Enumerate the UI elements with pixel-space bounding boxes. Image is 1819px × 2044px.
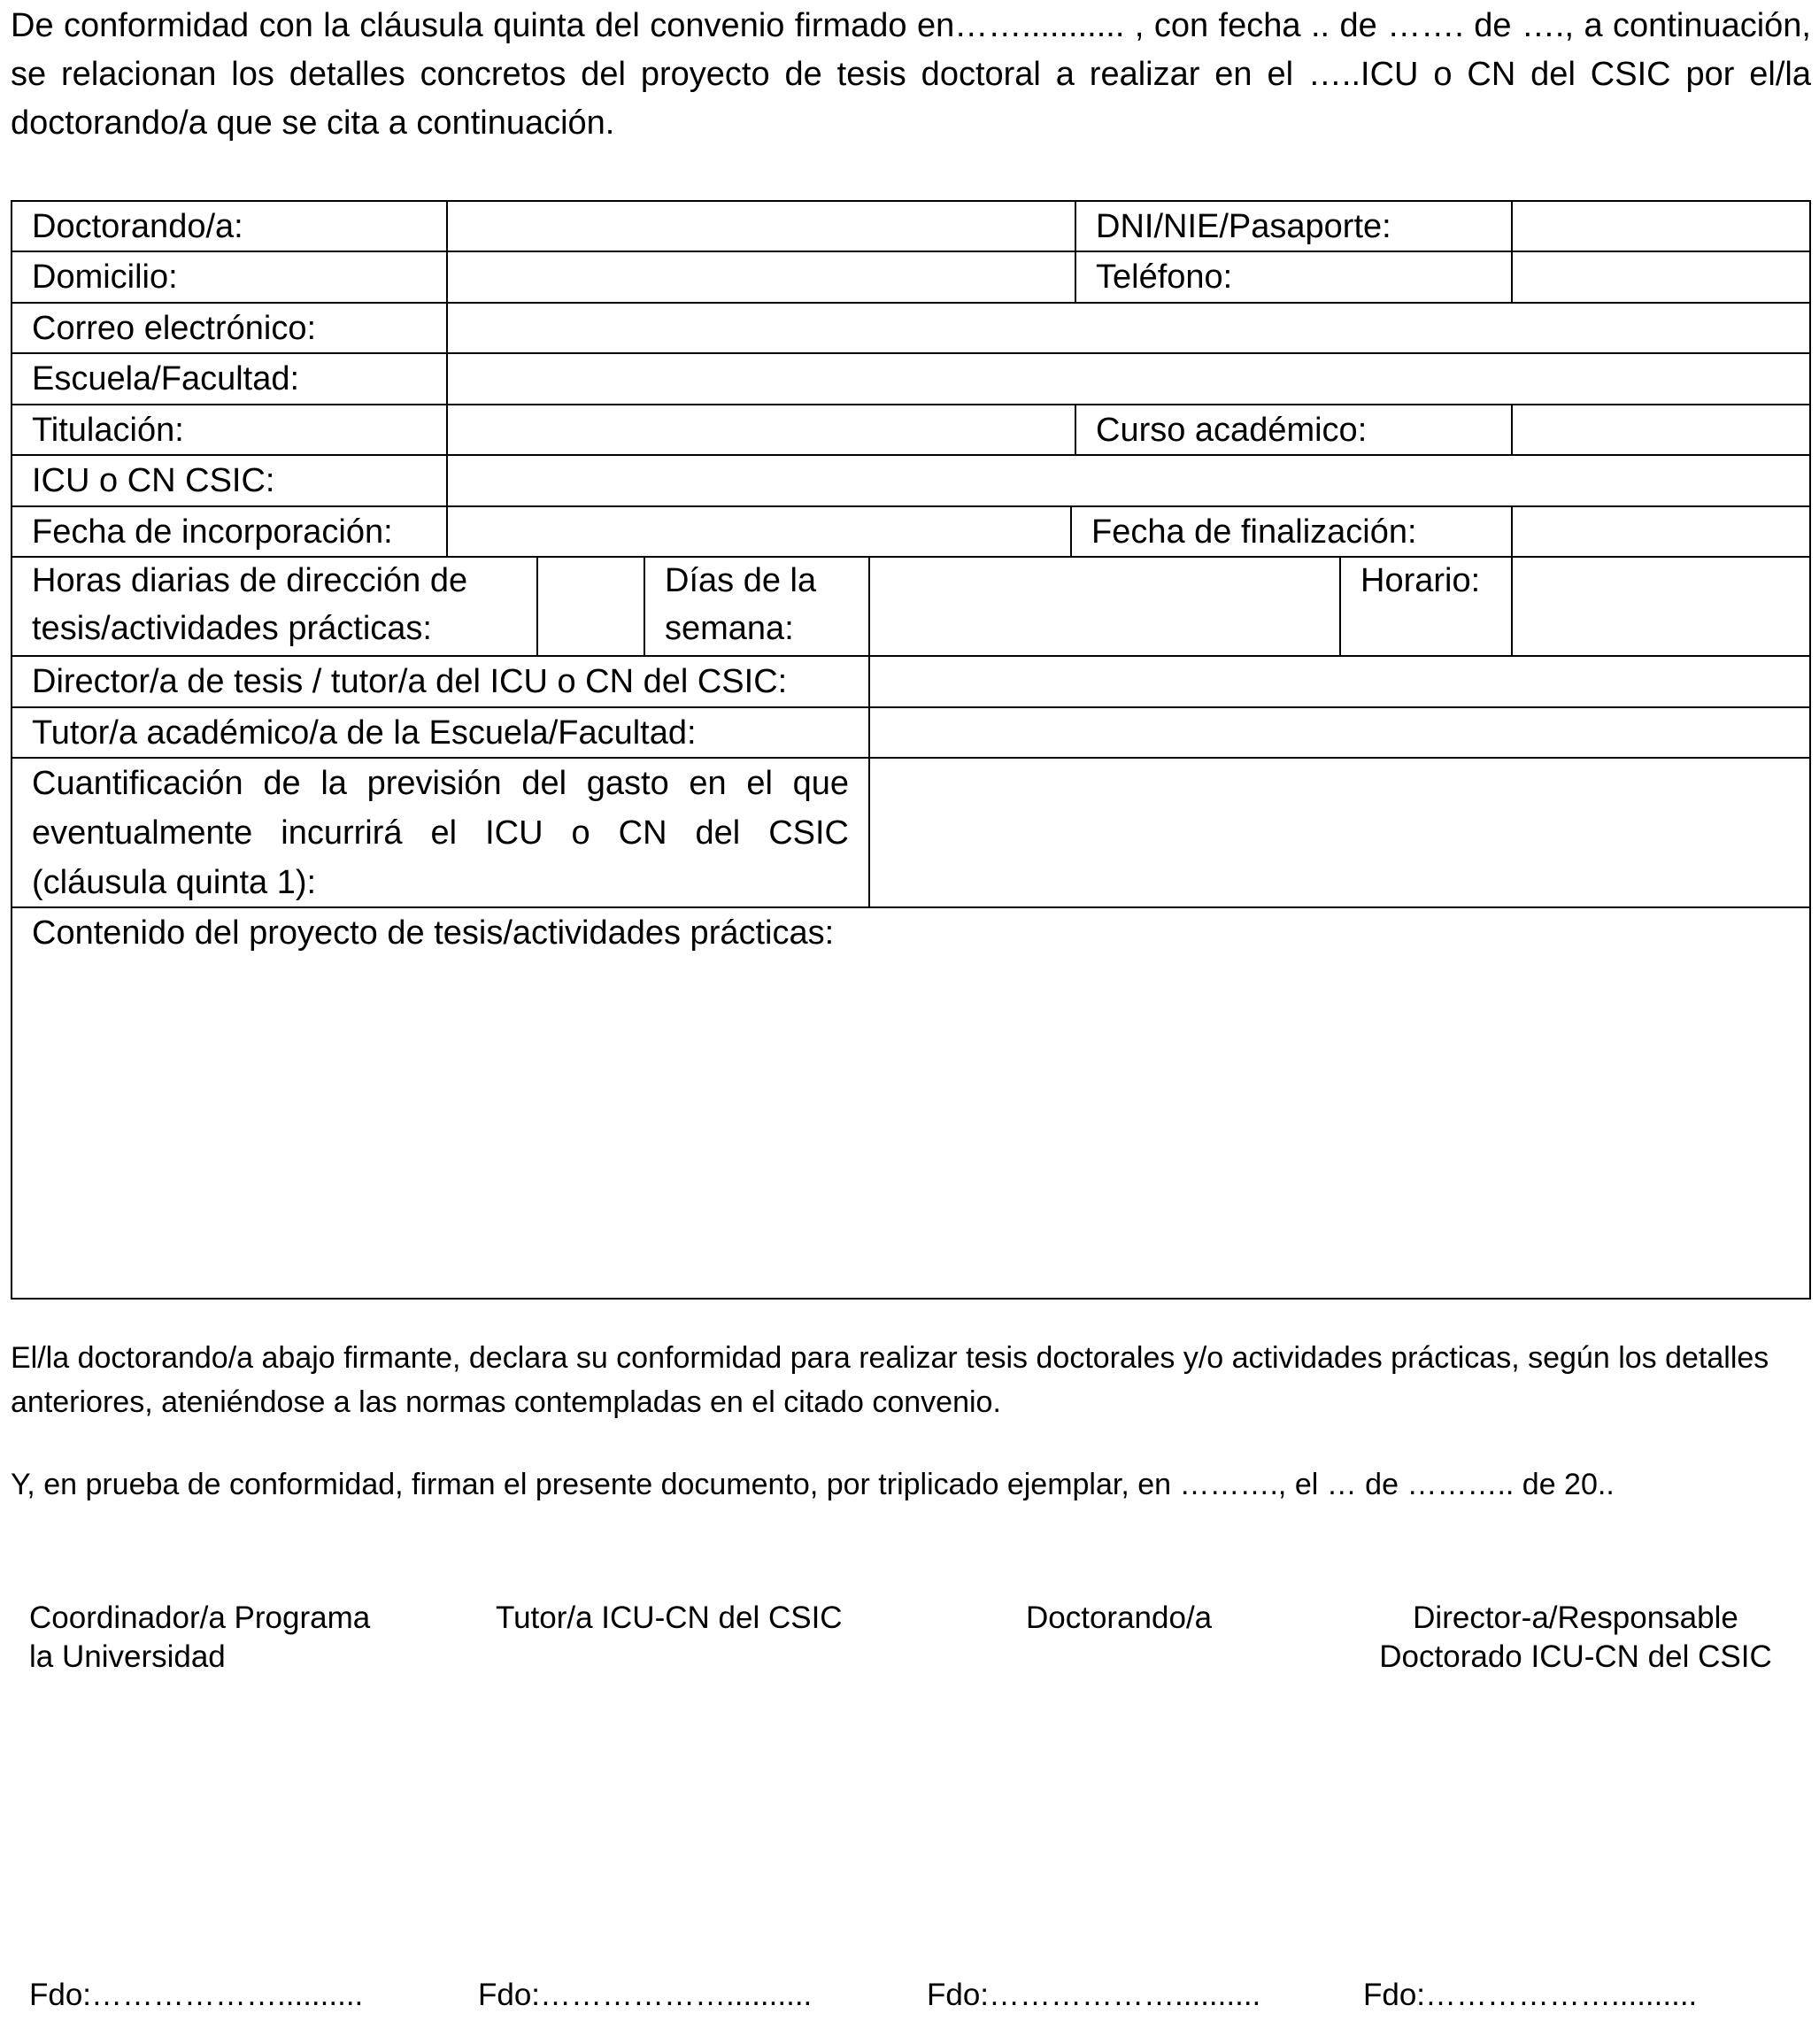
label-escuela: Escuela/Facultad:: [32, 360, 300, 397]
signature-line-doctorando: Fdo:………………..........: [927, 1978, 1261, 2012]
field-tutor[interactable]: [870, 708, 1809, 757]
label-horas: [12, 558, 487, 653]
label-dias: [645, 558, 836, 653]
signature-title-line1: Director-a/Responsable: [1413, 1600, 1738, 1635]
signature-line-coordinador: Fdo:………………..........: [29, 1978, 364, 2012]
label-cuantificacion: Cuantificación de la previsión del gasto en el que eventualmente incurrirá el ICU o CN del CSIC (cláusula quinta 1):: [32, 765, 849, 901]
field-fecha-incorporacion[interactable]: [448, 507, 1070, 556]
label-doctorando: Doctorando/a:: [32, 208, 243, 245]
field-dias[interactable]: [870, 558, 1339, 655]
field-doctorando[interactable]: [448, 202, 1075, 251]
field-correo[interactable]: [448, 304, 1809, 352]
agreement-paragraph: Y, en prueba de conformidad, firman el presente documento, por triplicado ejemplar, en ………., el … de ……….. de 20..: [11, 1468, 1615, 1501]
signature-doctorando: [1026, 1599, 1212, 1638]
signature-line-director: Fdo:………………..........: [1363, 1978, 1698, 2012]
label-telefono: Teléfono:: [1096, 258, 1233, 296]
field-fecha-finalizacion[interactable]: [1513, 507, 1809, 556]
label-dias-line2: semana:: [665, 610, 794, 647]
label-domicilio: Domicilio:: [32, 258, 178, 296]
field-horas[interactable]: [538, 558, 644, 655]
label-contenido: Contenido del proyecto de tesis/actividades prácticas:: [32, 914, 835, 952]
signature-director: [1363, 1599, 1788, 1677]
field-titulacion[interactable]: [448, 405, 1075, 454]
signature-title-line1: Coordinador/a Programa: [29, 1600, 371, 1635]
label-fecha-incorporacion: Fecha de incorporación:: [32, 513, 393, 551]
signature-line-tutor: Fdo:………………..........: [478, 1978, 813, 2012]
signature-title-line1: Tutor/a ICU-CN del CSIC: [496, 1600, 843, 1635]
field-icu[interactable]: [448, 456, 1809, 505]
label-dias-line1: Días de la: [665, 562, 817, 599]
label-titulacion: Titulación:: [32, 412, 184, 449]
field-telefono[interactable]: [1513, 252, 1809, 301]
signature-title-line2: Doctorado ICU-CN del CSIC: [1379, 1639, 1772, 1674]
field-domicilio[interactable]: [448, 252, 1075, 301]
intro-paragraph: De conformidad con la cláusula quinta del convenio firmado en……........... , con fecha .. de ……. de …., a continuación, se relacionan los detalles concretos del proyecto de tesis doctoral a realizar en el …..ICU o CN del CSIC por el/la doctorando/a que se cita a continuación.: [11, 7, 1811, 142]
label-horario: Horario:: [1360, 562, 1481, 599]
declaration-paragraph: El/la doctorando/a abajo firmante, declara su conformidad para realizar tesis doctorales y/o actividades prácticas, según los detalles anteriores, ateniéndose a las normas contempladas en el citado convenio.: [11, 1341, 1769, 1419]
label-dni: DNI/NIE/Pasaporte:: [1096, 208, 1391, 245]
label-director: Director/a de tesis / tutor/a del ICU o CN del CSIC:: [32, 663, 788, 700]
field-escuela[interactable]: [448, 354, 1809, 403]
signature-title-line2: la Universidad: [29, 1639, 226, 1674]
project-details-table: [11, 200, 1811, 1300]
field-cuantificacion[interactable]: [870, 759, 1809, 906]
field-contenido[interactable]: [12, 908, 1809, 1298]
label-horas-line2: tesis/actividades prácticas:: [32, 610, 432, 647]
signature-title-line1: Doctorando/a: [1026, 1600, 1213, 1635]
label-icu: ICU o CN CSIC:: [32, 462, 275, 499]
signature-coordinador: [29, 1599, 370, 1677]
field-curso[interactable]: [1513, 405, 1809, 454]
field-horario[interactable]: [1513, 558, 1809, 655]
label-tutor: Tutor/a académico/a de la Escuela/Facultad:: [32, 714, 697, 752]
signature-tutor: [496, 1599, 843, 1638]
label-fecha-finalizacion: Fecha de finalización:: [1091, 513, 1417, 551]
label-correo: Correo electrónico:: [32, 310, 317, 347]
field-dni[interactable]: [1513, 202, 1809, 251]
field-director[interactable]: [870, 657, 1809, 706]
label-horas-line1: Horas diarias de dirección de: [32, 562, 468, 599]
label-curso: Curso académico:: [1096, 412, 1368, 449]
